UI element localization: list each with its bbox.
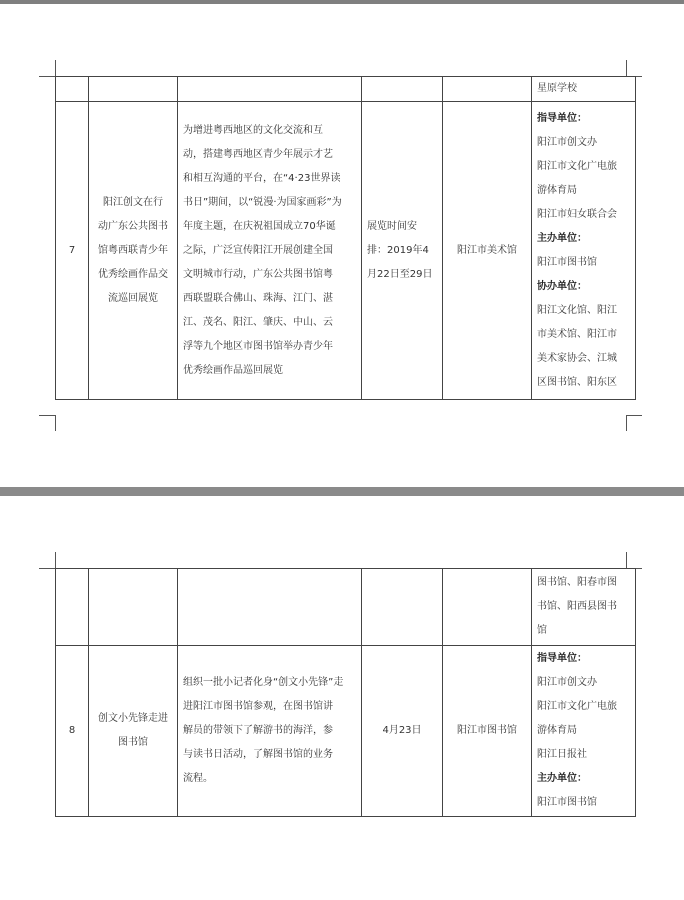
- crop-mark: [626, 415, 642, 416]
- crop-mark: [626, 415, 627, 431]
- activity-table: [55, 76, 636, 400]
- crop-mark: [626, 60, 627, 76]
- description-line: 文明城市行动，广东公共图书馆粤: [183, 268, 333, 280]
- description-line: 江、茂名、阳江、肇庆、中山、云: [183, 316, 333, 328]
- organizer-line: 阳江市创文办: [537, 136, 597, 148]
- organizer-line: 馆: [537, 625, 547, 636]
- description-line: 进阳江市图书馆参观，在图书馆讲: [183, 701, 333, 712]
- row-number: 7: [56, 102, 89, 400]
- time-line: 月22日至29日: [367, 268, 433, 280]
- document-page-1: [0, 4, 684, 487]
- description-line: 西联盟联合佛山、珠海、江门、湛: [183, 292, 333, 304]
- organizer-cell: [532, 77, 636, 102]
- description-line: 书日”期间，以“锐漫·为国家画彩”为: [183, 196, 342, 208]
- activity-title-line: 动广东公共图书: [98, 220, 168, 232]
- organizer-line: 阳江市图书馆: [537, 797, 597, 808]
- crop-mark: [39, 415, 55, 416]
- activity-description-cell: [178, 102, 362, 400]
- organizer-line: 美术家协会、江城: [537, 352, 617, 364]
- row-number: 8: [56, 646, 89, 817]
- organizer-line: 游体育局: [537, 184, 577, 196]
- organizer-line: 市美术馆、阳江市: [537, 328, 617, 340]
- organizer-heading: 主办单位：: [537, 232, 587, 244]
- table-row-continued: [56, 77, 636, 102]
- organizer-line: 书馆、阳西县图书: [537, 601, 617, 612]
- description-line: 动，搭建粤西地区青少年展示才艺: [183, 148, 333, 160]
- organizer-line: 阳江文化馆、阳江: [537, 304, 617, 316]
- activity-venue: 阳江市图书馆: [443, 646, 532, 817]
- description-line: 优秀绘画作品巡回展览: [183, 364, 283, 376]
- activity-title-line: 创文小先锋走进: [98, 713, 168, 724]
- organizer-cell: [532, 102, 636, 400]
- organizer-heading: 指导单位：: [537, 653, 587, 664]
- crop-mark: [626, 552, 627, 568]
- activity-title-line: 图书馆: [118, 737, 148, 748]
- organizer-heading: 协办单位：: [537, 280, 587, 292]
- description-line: 组织一批小记者化身“创文小先锋”走: [183, 677, 344, 688]
- organizer-line: 图书馆、阳春市图: [537, 577, 617, 588]
- organizer-line: 阳江市图书馆: [537, 256, 597, 268]
- table-row: [56, 646, 636, 817]
- description-line: 和相互沟通的平台，在“4·23世界读: [183, 172, 341, 184]
- organizer-heading: 主办单位：: [537, 773, 587, 784]
- activity-time-cell: [362, 102, 443, 400]
- description-line: 之际，广泛宣传阳江开展创建全国: [183, 244, 333, 256]
- activity-venue: 阳江市美术馆: [443, 102, 532, 400]
- organizer-line: 区图书馆、阳东区: [537, 376, 617, 388]
- organizer-cell: [532, 569, 636, 646]
- table-row: [56, 102, 636, 400]
- description-line: 与读书日活动，了解图书馆的业务: [183, 749, 333, 760]
- description-line: 解员的带领下了解游书的海洋，参: [183, 725, 333, 736]
- description-line: 浮等九个地区市图书馆举办青少年: [183, 340, 333, 352]
- description-line: 为增进粤西地区的文化交流和互: [183, 124, 323, 136]
- organizer-list: [537, 107, 630, 395]
- page-separator: [0, 487, 684, 496]
- activity-title-line: 馆粤西联青少年: [98, 244, 168, 256]
- organizer-line: 阳江市文化广电旅: [537, 160, 617, 172]
- activity-title-line: 流巡回展览: [108, 292, 158, 304]
- time-line: 展览时间安: [367, 220, 417, 232]
- organizer-list: [537, 647, 630, 815]
- crop-mark: [39, 76, 55, 77]
- organizer-line: 阳江市文化广电旅: [537, 701, 617, 712]
- organizer-line: 阳江日报社: [537, 749, 587, 760]
- organizer-cell: [532, 646, 636, 817]
- organizer-line: 星原学校: [537, 83, 577, 94]
- description-line: 流程。: [183, 773, 213, 784]
- organizer-heading: 指导单位：: [537, 112, 587, 124]
- activity-time: 4月23日: [362, 646, 443, 817]
- crop-mark: [39, 568, 55, 569]
- table-row-continued: [56, 569, 636, 646]
- activity-title-line: 优秀绘画作品交: [98, 268, 168, 280]
- organizer-line: 游体育局: [537, 725, 577, 736]
- organizer-line: 阳江市创文办: [537, 677, 597, 688]
- time-line: 排：2019年4: [367, 244, 429, 256]
- activity-title-line: 阳江创文在行: [103, 196, 163, 208]
- activity-description-cell: [178, 646, 362, 817]
- crop-mark: [55, 552, 56, 568]
- activity-table: [55, 568, 636, 817]
- activity-title-cell: [89, 102, 178, 400]
- description-line: 年度主题，在庆祝祖国成立70华诞: [183, 220, 336, 232]
- document-page-2: [0, 496, 684, 900]
- crop-mark: [55, 60, 56, 76]
- organizer-line: 阳江市妇女联合会: [537, 208, 617, 220]
- crop-mark: [55, 415, 56, 431]
- activity-title-cell: [89, 646, 178, 817]
